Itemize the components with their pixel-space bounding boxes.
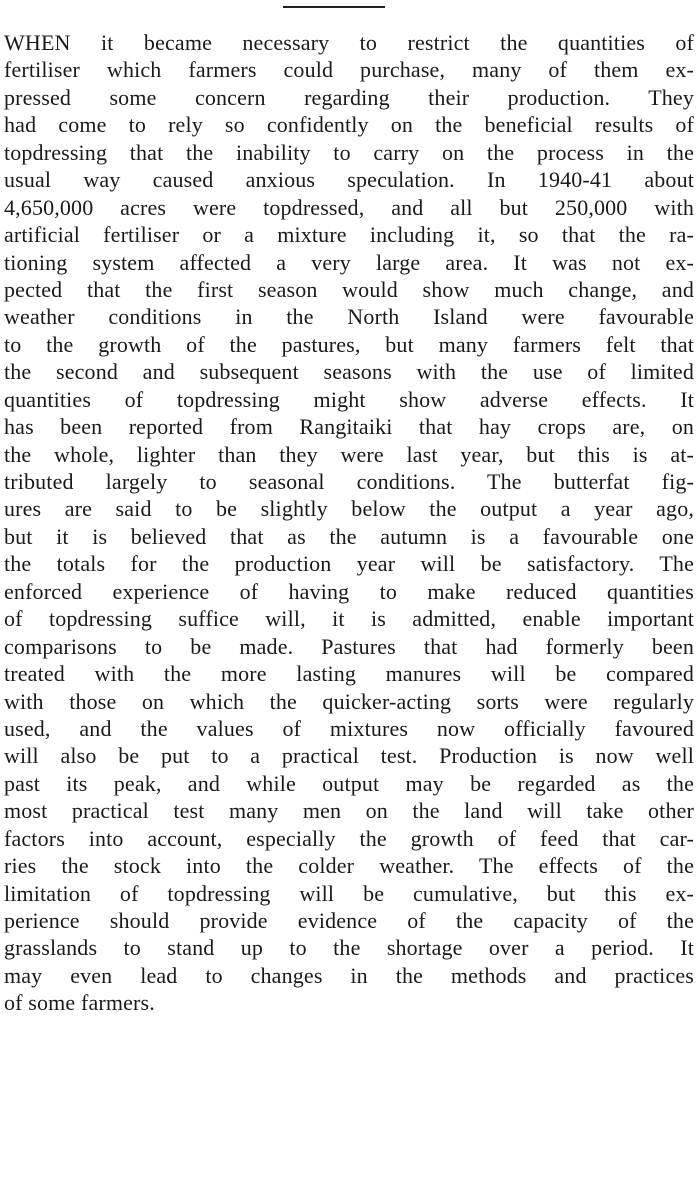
article-line: to the growth of the pastures, but many farmers felt that (4, 331, 694, 357)
article-line: quantities of topdressing might show adverse effects. It (4, 386, 694, 412)
article-line: treated with the more lasting manures will be compared (4, 661, 694, 687)
article-line: will also be put to a practical test. Production is now well (4, 743, 694, 769)
top-rule (283, 6, 385, 8)
article-line: but it is believed that as the autumn is a favourable one (4, 523, 694, 549)
article-line: may even lead to changes in the methods and practices (4, 962, 694, 988)
article-line: past its peak, and while output may be regarded as the (4, 770, 694, 796)
article-line: tioning system affected a very large area. It was not ex- (4, 249, 694, 275)
article-line: WHEN it became necessary to restrict the quantities of (4, 30, 694, 55)
article-line: weather conditions in the North Island were favourable (4, 304, 694, 330)
article-line: the whole, lighter than they were last year, but this is at- (4, 441, 694, 467)
article-line: perience should provide evidence of the capacity of the (4, 908, 694, 933)
article-line: pressed some concern regarding their production. They (4, 84, 694, 110)
article-line: of some farmers. (4, 990, 155, 1016)
article-line: tributed largely to seasonal conditions. The butterfat fig- (4, 469, 694, 494)
article-line: ries the stock into the colder weather. The effects of the (4, 853, 694, 879)
article-line: fertiliser which farmers could purchase, many of them ex- (4, 57, 694, 83)
article-line: usual way caused anxious speculation. In 1940-41 about (4, 167, 694, 193)
article-line: 4,650,000 acres were topdressed, and all but 250,000 with (4, 194, 694, 220)
article-line: has been reported from Rangitaiki that hay crops are, on (4, 414, 694, 440)
article-line: ures are said to be slightly below the output a year ago, (4, 496, 694, 522)
article-line: grasslands to stand up to the shortage over a period. It (4, 935, 694, 961)
article-line: the totals for the production year will be satisfactory. The (4, 551, 694, 577)
article-line: of topdressing suffice will, it is admitted, enable important (4, 606, 694, 632)
article-line: topdressing that the inability to carry on the process in the (4, 139, 694, 165)
article-line: artificial fertiliser or a mixture including it, so that the ra- (4, 222, 694, 248)
article-body (4, 29, 694, 1017)
article-line: with those on which the quicker-acting sorts were regularly (4, 688, 694, 714)
article-line: comparisons to be made. Pastures that had formerly been (4, 633, 694, 659)
article-line: had come to rely so confidently on the beneficial results of (4, 112, 694, 138)
article-line: enforced experience of having to make reduced quantities (4, 578, 694, 604)
article-line: limitation of topdressing will be cumulative, but this ex- (4, 880, 694, 906)
article-line: the second and subsequent seasons with the use of limited (4, 359, 694, 385)
article-line: pected that the first season would show much change, and (4, 276, 694, 302)
article-line: most practical test many men on the land will take other (4, 798, 694, 824)
article-line: factors into account, especially the growth of feed that car- (4, 825, 694, 851)
article-line: used, and the values of mixtures now officially favoured (4, 715, 694, 741)
